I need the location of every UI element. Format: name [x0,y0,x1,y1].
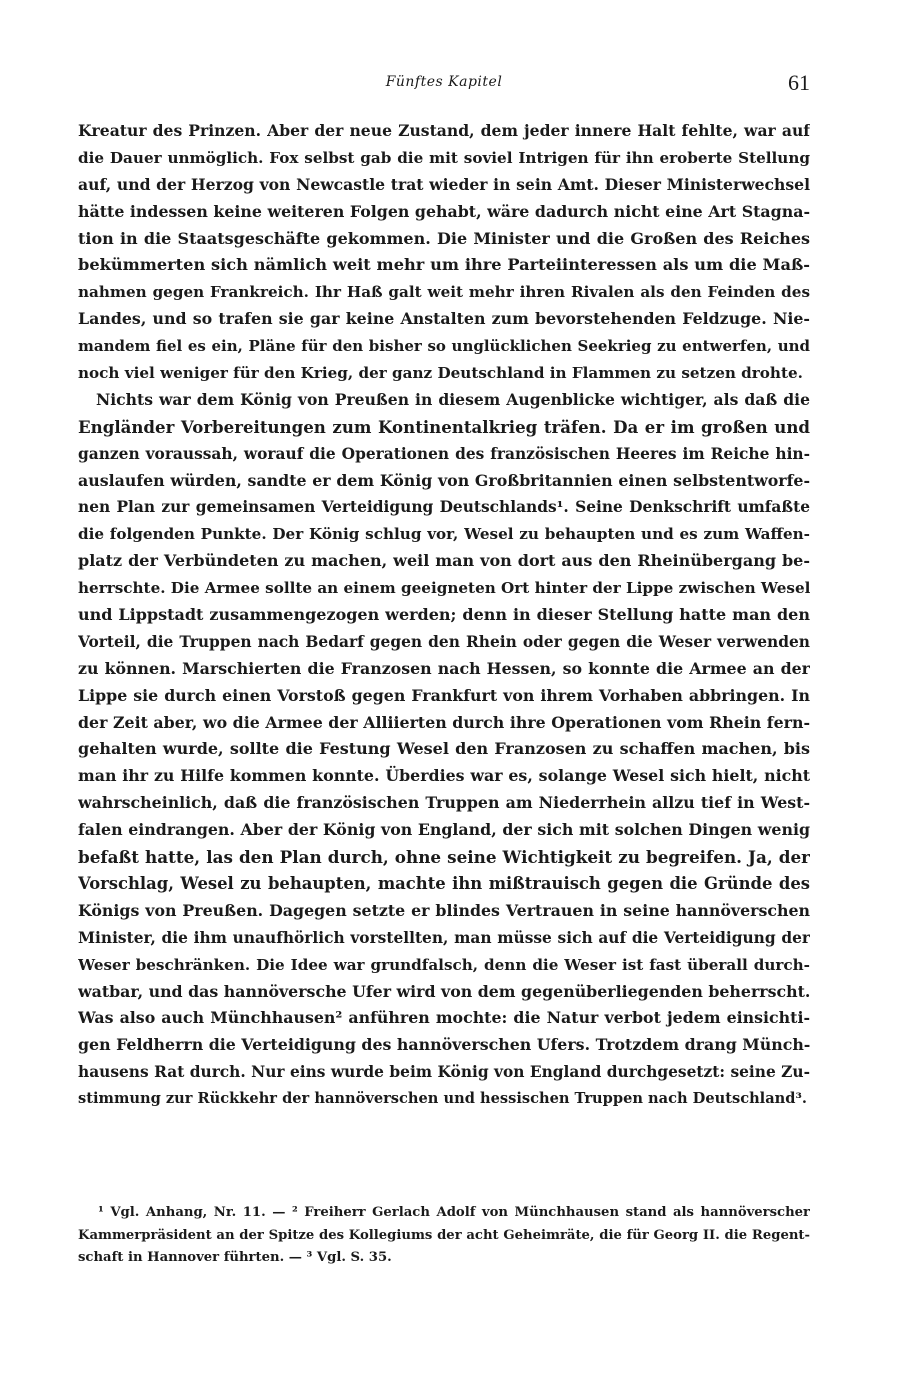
footnote-line: Kammerpräsident an der Spitze des Kollegiums der acht Geheimräte, die für Georg II. die Regent- [78,1227,810,1243]
footnotes [78,1202,810,1270]
text-line: Landes, und so trafen sie gar keine Anstalten zum bevorstehenden Feldzuge. Nie- [78,309,810,329]
text-line: Vorteil, die Truppen nach Bedarf gegen den Rhein oder gegen die Weser verwenden [78,632,810,651]
text-line: Weser beschränken. Die Idee war grundfalsch, denn die Weser ist fast überall durch- [78,955,810,974]
text-line: platz der Verbündeten zu machen, weil man von dort aus den Rheinübergang be- [78,551,810,571]
text-line: die folgenden Punkte. Der König schlug vor, Wesel zu behaupten und es zum Waffen- [78,525,810,544]
text-line: zu können. Marschierten die Franzosen nach Hessen, so konnte die Armee an der [78,658,810,678]
text-line: bekümmerten sich nämlich weit mehr um ihre Parteiinteressen als um die Maß- [78,255,810,275]
body-text [78,118,810,1113]
text-line: hausens Rat durch. Nur eins wurde beim König von England durchgesetzt: seine Zu- [78,1063,810,1082]
text-line: gehalten wurde, sollte die Festung Wesel den Franzosen zu schaffen machen, bis [78,739,810,759]
page-number: 61 [788,70,810,95]
text-line: Königs von Preußen. Dagegen setzte er blindes Vertrauen in seine hannöverschen [78,900,810,920]
text-line: die Dauer unmöglich. Fox selbst gab die mit soviel Intrigen für ihn eroberte Stellung [78,148,810,167]
text-line: nahmen gegen Frankreich. Ihr Haß galt weit mehr ihren Rivalen als den Feinden des [78,283,810,302]
text-line: herrschte. Die Armee sollte an einem geeigneten Ort hinter der Lippe zwischen Wesel [78,579,810,598]
text-line: Vorschlag, Wesel zu behaupten, machte ihn mißtrauisch gegen die Gründe des [78,873,810,893]
text-line: Nichts war dem König von Preußen in diesem Augenblicke wichtiger, als daß die [96,389,810,409]
text-line: stimmung zur Rückkehr der hannöverschen und hessischen Truppen nach Deutschland³. [78,1090,807,1108]
text-line: und Lippstadt zusammengezogen werden; denn in dieser Stellung hatte man den [78,605,810,625]
text-line: mandem fiel es ein, Pläne für den bisher so unglücklichen Seekrieg zu entwerfen, und [78,337,810,356]
text-line: Engländer Vorbereitungen zum Kontinentalkrieg träfen. Da er im großen und [78,416,810,437]
text-line: ganzen voraussah, worauf die Operationen des französischen Heeres im Reiche hin- [78,444,810,463]
text-line: falen eindrangen. Aber der König von England, der sich mit solchen Dingen wenig [78,820,810,840]
text-line: befaßt hatte, las den Plan durch, ohne seine Wichtigkeit zu begreifen. Ja, der [78,847,810,868]
footnote-line: ¹ Vgl. Anhang, Nr. 11. — ² Freiherr Gerlach Adolf von Münchhausen stand als hannöverscher [98,1205,810,1220]
text-line: watbar, und das hannöversche Ufer wird von dem gegenüberliegenden beherrscht. [78,981,810,1001]
footnote-line: schaft in Hannover führten. — ³ Vgl. S. 35. [78,1250,392,1265]
text-line: wahrscheinlich, daß die französischen Truppen am Niederrhein allzu tief in West- [78,793,810,813]
running-head [78,70,810,100]
text-line: noch viel weniger für den Krieg, der ganz Deutschland in Flammen zu setzen drohte. [78,364,803,383]
text-line: tion in die Staatsgeschäfte gekommen. Die Minister und die Großen des Reiches [78,228,810,248]
text-line: gen Feldherrn die Verteidigung des hannöverschen Ufers. Trotzdem drang Münch- [78,1035,810,1055]
text-line: Minister, die ihm unaufhörlich vorstellten, man müsse sich auf die Verteidigung der [78,928,810,947]
text-line: nen Plan zur gemeinsamen Verteidigung Deutschlands¹. Seine Denkschrift umfaßte [78,498,810,517]
text-line: Was also auch Münchhausen² anführen mochte: die Natur verbot jedem einsichti- [78,1008,810,1028]
running-title: Fünftes Kapitel [385,74,503,90]
text-line: Lippe sie durch einen Vorstoß gegen Frankfurt von ihrem Vorhaben abbringen. In [78,685,810,705]
text-line: Kreatur des Prinzen. Aber der neue Zustand, dem jeder innere Halt fehlte, war auf [78,121,810,140]
text-line: auslaufen würden, sandte er dem König von Großbritannien einen selbstentworfe- [78,470,810,490]
text-line: auf, und der Herzog von Newcastle trat wieder in sein Amt. Dieser Ministerwechsel [78,174,810,194]
text-line: man ihr zu Hilfe kommen konnte. Überdies war es, solange Wesel sich hielt, nicht [78,766,810,786]
text-line: der Zeit aber, wo die Armee der Alliierten durch ihre Operationen vom Rhein fern- [78,712,810,732]
text-line: hätte indessen keine weiteren Folgen gehabt, wäre dadurch nicht eine Art Stagna- [78,201,810,221]
